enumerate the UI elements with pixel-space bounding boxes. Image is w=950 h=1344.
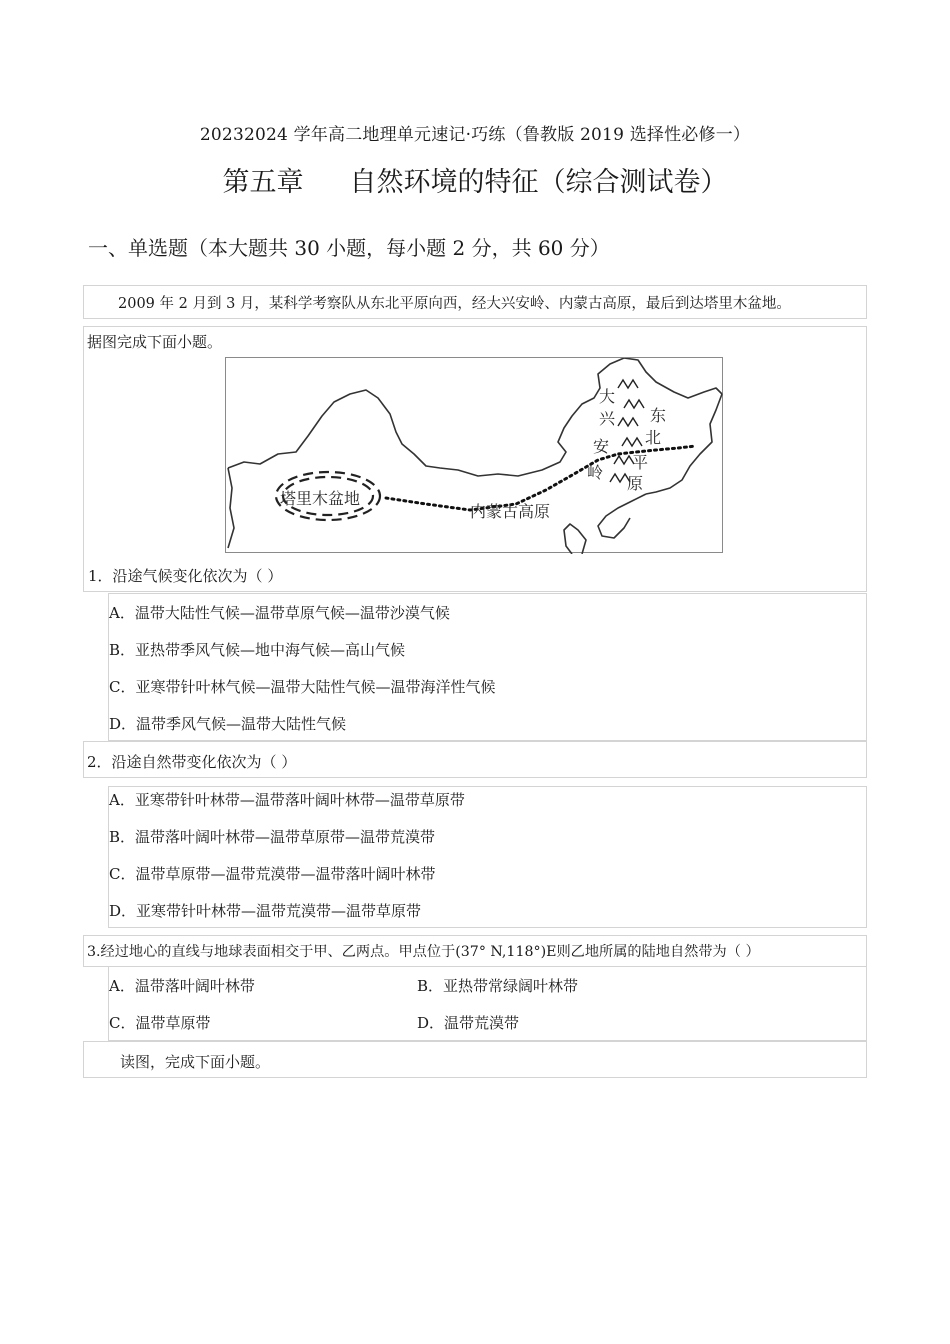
- question-1-options: [108, 593, 867, 741]
- next-instruction-text: 读图，完成下面小题。: [120, 1053, 271, 1071]
- daxinganling-label-2: 兴: [599, 409, 616, 428]
- next-instruction-box: [83, 1041, 867, 1078]
- section-heading: 一、单选题（本大题共 30 小题，每小题 2 分，共 60 分）: [88, 236, 610, 260]
- q2-option-b[interactable]: B．温带落叶阔叶林带—温带草原带—温带荒漠带: [109, 828, 436, 846]
- q3-option-a[interactable]: A．温带落叶阔叶林带: [109, 977, 255, 995]
- northeast-plain-label-2: 北: [645, 428, 662, 447]
- chapter-title: 自然环境的特征（综合测试卷）: [349, 167, 728, 198]
- northeast-plain-label-3: 平: [632, 453, 649, 472]
- chapter-label: 第五章: [222, 167, 304, 198]
- q3-option-c[interactable]: C．温带草原带: [109, 1014, 211, 1032]
- q2-option-c[interactable]: C．温带草原带—温带荒漠带—温带落叶阔叶林带: [109, 865, 436, 883]
- question-2-stem: 2．沿途自然带变化依次为（ ）: [87, 753, 297, 771]
- question-1-stem: 1．沿途气候变化依次为（ ）: [88, 567, 283, 585]
- china-north-map-outline: [226, 358, 724, 554]
- daxinganling-label-3: 安: [593, 437, 610, 456]
- inner-mongolia-plateau-label: 内蒙古高原: [470, 502, 551, 521]
- q1-option-d[interactable]: D．温带季风气候—温带大陆性气候: [109, 715, 347, 733]
- daxinganling-label-1: 大: [599, 387, 616, 406]
- q1-option-b[interactable]: B．亚热带季风气候—地中海气候—高山气候: [109, 641, 406, 659]
- question-2-options: [108, 786, 867, 928]
- question-3-stem: 3.经过地心的直线与地球表面相交于甲、乙两点。甲点位于(37° N,118°)E则乙地所属的陆地自然带为（ ）: [87, 944, 760, 960]
- daxinganling-label-4: 岭: [587, 463, 604, 482]
- q3-option-b[interactable]: B．亚热带常绿阔叶林带: [417, 977, 579, 995]
- northeast-plain-label-1: 东: [650, 406, 667, 425]
- northeast-plain-label-4: 原: [627, 474, 644, 493]
- q1-option-a[interactable]: A．温带大陆性气候—温带草原气候—温带沙漠气候: [109, 604, 450, 622]
- q3-option-d[interactable]: D．温带荒漠带: [417, 1014, 520, 1032]
- question-2-box: [83, 741, 867, 778]
- intro-box: [83, 285, 867, 319]
- q2-option-a[interactable]: A．亚寒带针叶林带—温带落叶阔叶林带—温带草原带: [109, 791, 465, 809]
- instruction-text: 据图完成下面小题。: [87, 333, 223, 351]
- intro-text: 2009 年 2 月到 3 月，某科学考察队从东北平原向西，经大兴安岭、内蒙古高原，最后到达塔里木盆地。: [118, 296, 791, 312]
- document-title: [0, 160, 950, 199]
- question-3-options: [108, 967, 867, 1041]
- question-3-box: [83, 935, 867, 967]
- route-map: [225, 357, 723, 553]
- document-subtitle: 20232024 学年高二地理单元速记·巧练（鲁教版 2019 选择性必修一）: [199, 125, 751, 145]
- tarim-basin-label: 塔里木盆地: [280, 489, 361, 508]
- q2-option-d[interactable]: D．亚寒带针叶林带—温带荒漠带—温带草原带: [109, 902, 422, 920]
- q1-option-c[interactable]: C．亚寒带针叶林气候—温带大陆性气候—温带海洋性气候: [109, 678, 496, 696]
